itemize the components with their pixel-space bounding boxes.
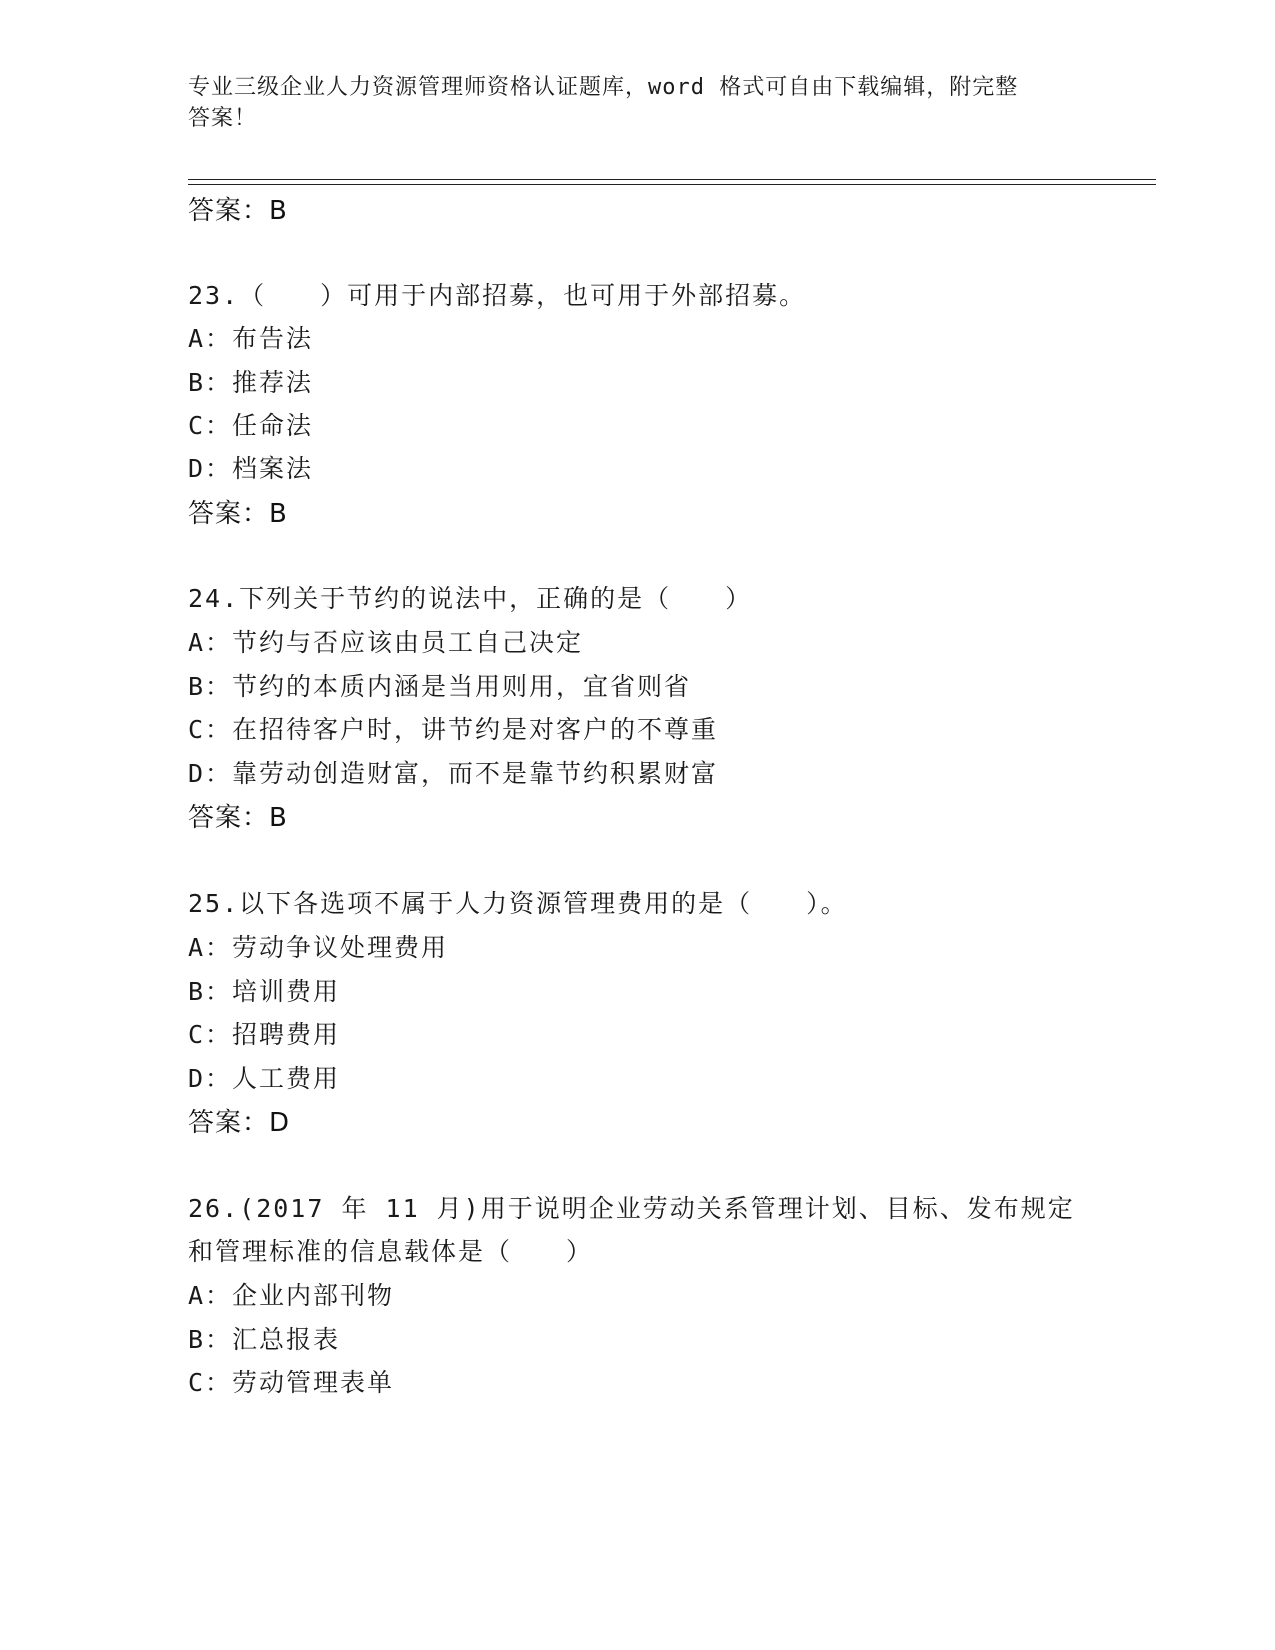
question-24-option-a: A：节约与否应该由员工自己决定 [188,628,584,657]
question-24-option-b: B：节约的本质内涵是当用则用，宜省则省 [188,672,692,701]
question-25-option-a: A：劳动争议处理费用 [188,933,449,962]
question-26-stem-line-1: 26.(2017 年 11 月)用于说明企业劳动关系管理计划、目标、发布规定 [188,1194,1075,1223]
question-25-option-b: B：培训费用 [188,977,341,1006]
question-26-option-c: C：劳动管理表单 [188,1368,395,1397]
question-25-option-c: C：招聘费用 [188,1020,341,1049]
header-rule-top [188,179,1156,180]
header-rule-bottom [188,184,1156,185]
question-25-stem: 25.以下各选项不属于人力资源管理费用的是（ ）。 [188,889,848,918]
question-23-stem: 23.（ ）可用于内部招募，也可用于外部招募。 [188,281,807,310]
question-26-stem-line-2: 和管理标准的信息载体是（ ） [188,1237,594,1266]
question-24-stem: 24.下列关于节约的说法中，正确的是（ ） [188,584,753,613]
question-25-answer: 答案：D [188,1108,291,1138]
header-line-1: 专业三级企业人力资源管理师资格认证题库，word 格式可自由下载编辑，附完整 [188,75,1019,100]
question-23-option-d: D：档案法 [188,454,314,483]
question-23-option-a: A：布告法 [188,324,314,353]
question-23-option-c: C：任命法 [188,411,314,440]
question-23-option-b: B：推荐法 [188,368,314,397]
question-26-option-a: A：企业内部刊物 [188,1281,395,1310]
question-25-option-d: D：人工费用 [188,1064,341,1093]
question-24-answer: 答案：B [188,803,288,833]
question-24-option-d: D：靠劳动创造财富，而不是靠节约积累财富 [188,759,719,788]
question-26-option-b: B：汇总报表 [188,1325,341,1354]
question-23-answer: 答案：B [188,499,288,529]
page-header [188,72,1068,134]
answer-prev: 答案：B [188,196,288,226]
header-line-2: 答案！ [188,106,258,131]
question-24-option-c: C：在招待客户时，讲节约是对客户的不尊重 [188,715,719,744]
